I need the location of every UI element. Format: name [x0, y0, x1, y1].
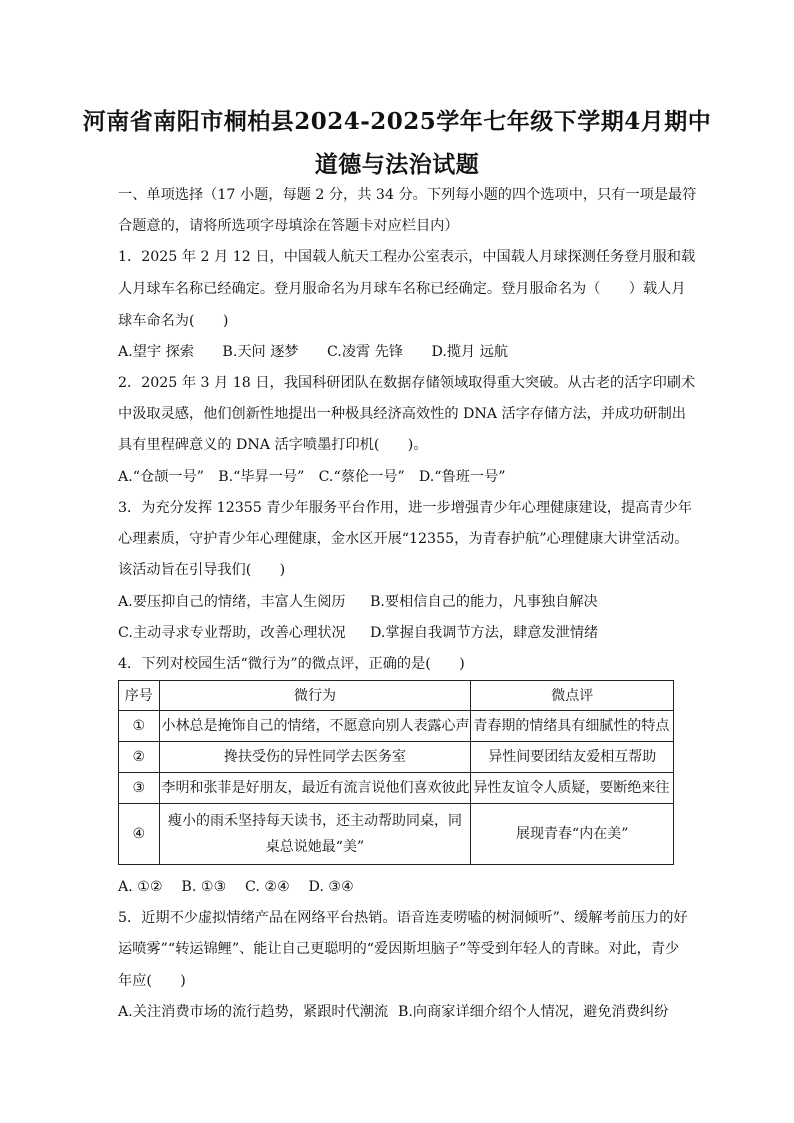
q3-option-d: D.掌握自我调节方法，肆意发泄情绪: [370, 625, 599, 641]
q5-stem-line3: 年应( ): [118, 973, 186, 989]
q1-options: A.望宇 探索 B.天问 逐梦 C.凌霄 先锋 D.揽月 远航: [118, 344, 509, 360]
q2-options: A.“仓颉一号” B.“毕昇一号” C.“蔡伦一号” D.“鲁班一号”: [118, 469, 506, 485]
q3-option-c: C.主动寻求专业帮助，改善心理状况: [118, 625, 346, 641]
q5-stem-line1: 5．近期不少虚拟情绪产品在网络平台热销。语音连麦唠嗑的树洞倾听”、缓解考前压力的好: [118, 910, 688, 926]
q4-row1-index: ①: [119, 711, 160, 742]
q3-option-b: B.要相信自己的能力，凡事独自解决: [370, 594, 598, 610]
exam-title-line1: 河南省南阳市桐柏县2024-2025学年七年级下学期4月期中: [82, 108, 712, 135]
q4-row2-behavior: 搀扶受伤的异性同学去医务室: [159, 742, 471, 773]
table-row: [119, 711, 674, 742]
q3-stem-line1: 3．为充分发挥 12355 青少年服务平台作用，进一步增强青少年心理健康建设，提高青少年: [118, 500, 692, 516]
section-instructions-line1: 一、单项选择（17 小题，每题 2 分，共 34 分。下列每小题的四个选项中，只有一项是最符: [118, 187, 697, 203]
table-row: [119, 773, 674, 804]
q4-options: A. ①② B. ①③ C. ②④ D. ③④: [118, 879, 354, 895]
q4-row3-behavior: 李明和张菲是好朋友，最近有流言说他们喜欢彼此: [159, 773, 471, 804]
q4-row4-comment: 展现青春“内在美”: [471, 804, 674, 865]
q5-option-a: A.关注消费市场的流行趋势，紧跟时代潮流: [118, 1004, 389, 1020]
q1-stem-line2: 人月球车名称已经确定。登月服命名为月球车名称已经确定。登月服命名为（ ）载人月: [118, 281, 686, 297]
q3-option-a: A.要压抑自己的情绪，丰富人生阅历: [118, 594, 346, 610]
q4-row4-index: ④: [119, 804, 160, 865]
q4-header-behavior: 微行为: [159, 681, 471, 711]
q4-table: [118, 680, 674, 865]
q5-stem-line2: 运喷雾”“转运锦鲤”、能让自己更聪明的“爱因斯坦脑子”等受到年轻人的青睐。对此，青少: [118, 941, 680, 957]
q3-stem-line3: 该活动旨在引导我们( ): [118, 562, 286, 578]
table-row: [119, 804, 674, 865]
q4-row1-behavior: 小林总是掩饰自己的情绪，不愿意向别人表露心声: [159, 711, 471, 742]
q4-table-header: [119, 681, 674, 711]
q3-stem-line2: 心理素质，守护青少年心理健康，金水区开展“12355，为青春护航”心理健康大讲堂活动。: [118, 531, 689, 547]
q4-row1-comment: 青春期的情绪具有细腻性的特点: [471, 711, 674, 742]
section-instructions-line2: 合题意的，请将所选项字母填涂在答题卡对应栏目内）: [118, 218, 459, 234]
q4-row3-index: ③: [119, 773, 160, 804]
q4-header-index: 序号: [119, 681, 160, 711]
q1-stem-line1: 1．2025 年 2 月 12 日，中国载人航天工程办公室表示，中国载人月球探测任务登月服和载: [118, 249, 696, 265]
q2-stem-line3: 具有里程碑意义的 DNA 活字喷墨打印机( )。: [118, 437, 428, 453]
table-row: [119, 742, 674, 773]
exam-title-line2: 道德与法治试题: [314, 151, 480, 178]
q4-row4-behavior: 瘦小的雨禾坚持每天读书，还主动帮助同桌，同桌总说她最“美”: [159, 804, 471, 865]
q5-option-b: B.向商家详细介绍个人情况，避免消费纠纷: [398, 1004, 669, 1020]
q4-header-comment: 微点评: [471, 681, 674, 711]
q4-row2-index: ②: [119, 742, 160, 773]
q2-stem-line1: 2．2025 年 3 月 18 日，我国科研团队在数据存储领域取得重大突破。从古老的活字印刷术: [118, 375, 696, 391]
q4-row2-comment: 异性间要团结友爱相互帮助: [471, 742, 674, 773]
q4-row3-comment: 异性友谊令人质疑，要断绝来往: [471, 773, 674, 804]
q1-stem-line3: 球车命名为( ): [118, 313, 229, 329]
q2-stem-line2: 中汲取灵感，他们创新性地提出一种极具经济高效性的 DNA 活字存储方法，并成功研制出: [118, 406, 686, 422]
q4-stem: 4．下列对校园生活“微行为”的微点评，正确的是( ): [118, 656, 465, 672]
